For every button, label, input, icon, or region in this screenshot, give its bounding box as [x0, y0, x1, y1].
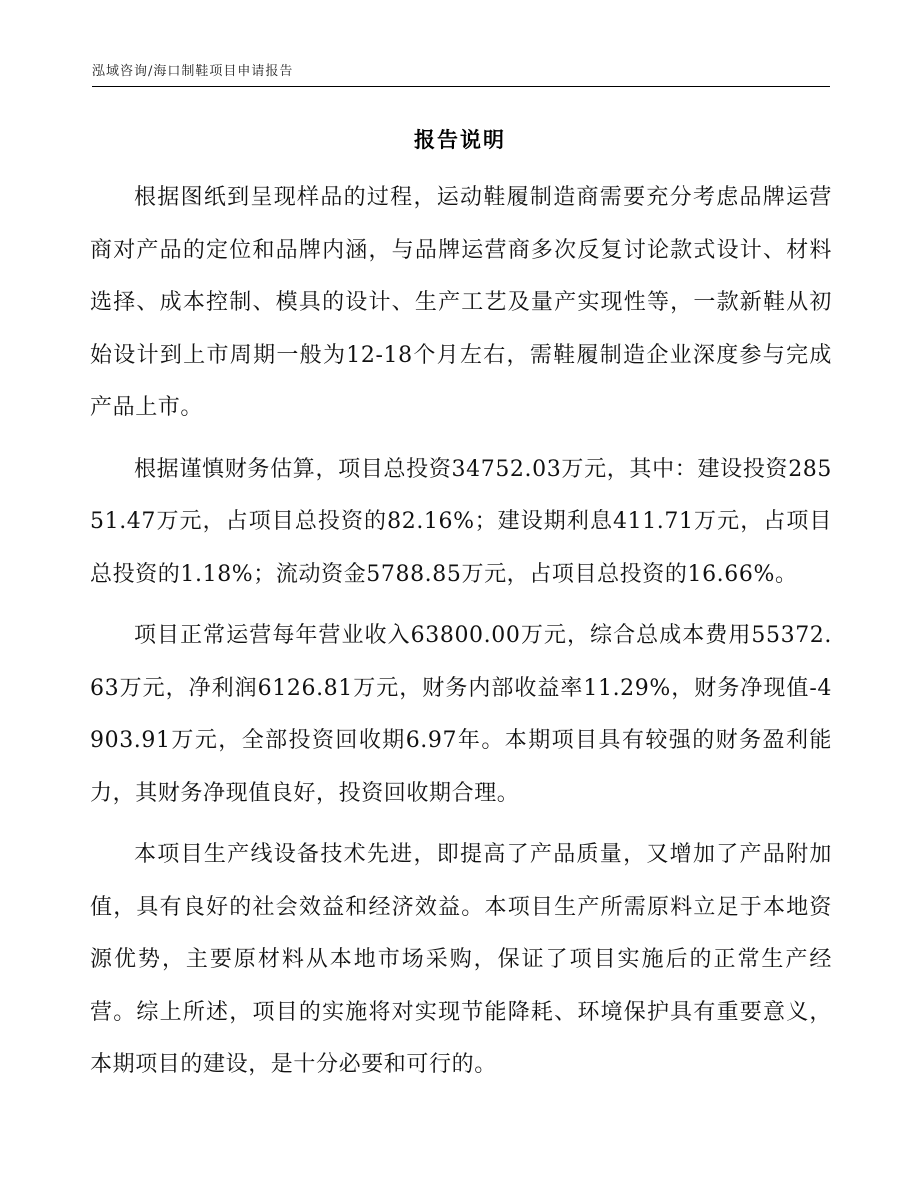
header-divider [92, 86, 830, 87]
report-body [90, 172, 832, 1101]
paragraph-financials: 项目正常运营每年营业收入63800.00万元，综合总成本费用55372.63万元，净利润6126.81万元，财务内部收益率11.29%，财务净现值-4903.91万元，全部投资回收期6.97年。本期项目具有较强的财务盈利能力，其财务净现值良好，投资回收期合理。 [90, 623, 832, 806]
running-header: 泓域咨询/海口制鞋项目申请报告 [92, 64, 294, 79]
paragraph-conclusion: 本项目生产线设备技术先进，即提高了产品质量，又增加了产品附加值，具有良好的社会效益和经济效益。本项目生产所需原料立足于本地资源优势，主要原材料从本地市场采购，保证了项目实施后的正常生产经营。综上所述，项目的实施将对实现节能降耗、环境保护具有重要意义，本期项目的建设，是十分必要和可行的。 [90, 842, 832, 1077]
section-title: 报告说明 [414, 127, 506, 152]
paragraph-product-cycle: 根据图纸到呈现样品的过程，运动鞋履制造商需要充分考虑品牌运营商对产品的定位和品牌内涵，与品牌运营商多次反复讨论款式设计、材料选择、成本控制、模具的设计、生产工艺及量产实现性等，一款新鞋从初始设计到上市周期一般为12-18个月左右，需鞋履制造企业深度参与完成产品上市。 [90, 185, 832, 420]
paragraph-investment: 根据谨慎财务估算，项目总投资34752.03万元，其中：建设投资28551.47万元，占项目总投资的82.16%；建设期利息411.71万元，占项目总投资的1.18%；流动资金5788.85万元，占项目总投资的16.66%。 [90, 456, 832, 587]
